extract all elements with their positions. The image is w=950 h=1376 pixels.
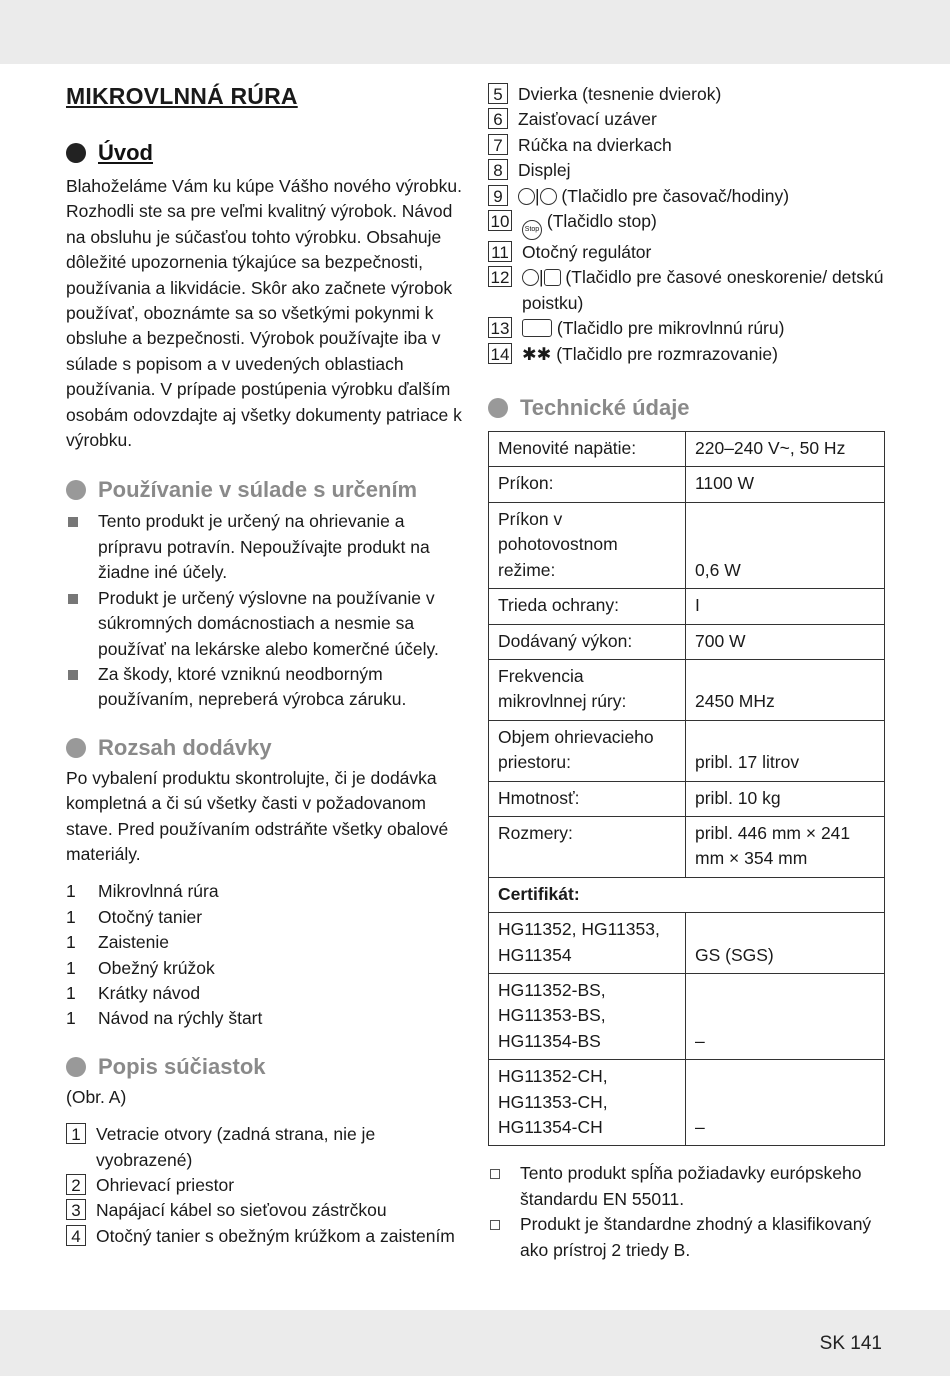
list-item: Produkt je štandardne zhodný a klasifikovaný ako prístroj 2 triedy B.	[488, 1212, 888, 1263]
part-item: 7 Rúčka na dvierkach	[488, 133, 888, 158]
delivery-heading: Rozsah dodávky	[98, 734, 272, 760]
parts-figure-ref: (Obr. A)	[66, 1086, 127, 1107]
table-row: HG11352-BS, HG11353-BS, HG11354-BS –	[489, 973, 885, 1059]
stop-icon: Stop	[522, 220, 542, 240]
delivery-text: Po vybalení produktu skontrolujte, či je dodávka kompletná a či sú všetky časti v požadovanom stave. Pred používaním odstráňte všetky obalové materiály.	[66, 767, 449, 864]
delay-timer-icon	[522, 269, 539, 286]
tech-heading: Technické údaje	[520, 395, 690, 421]
table-row: Objem ohrievacieho priestoru: pribl. 17 litrov	[489, 720, 885, 781]
table-row: HG11352, HG11353, HG11354 GS (SGS)	[489, 913, 885, 974]
bullet-dot-icon	[488, 398, 508, 418]
bullet-dot-icon	[66, 738, 86, 758]
part-item: 12 | (Tlačidlo pre časové oneskorenie/ detskú poistku)	[488, 265, 888, 316]
part-item: 4 Otočný tanier s obežným krúžkom a zaistením	[66, 1224, 464, 1249]
intended-use-list	[66, 509, 464, 712]
part-item: 3 Napájací kábel so sieťovou zástrčkou	[66, 1198, 464, 1223]
table-row: Rozmery: pribl. 446 mm × 241 mm × 354 mm	[489, 816, 885, 877]
tech-spec-table	[488, 431, 885, 1146]
table-row: HG11352-CH, HG11353-CH, HG11354-CH –	[489, 1060, 885, 1146]
section-tech-heading	[488, 393, 888, 423]
part-item: 5 Dvierka (tesnenie dvierok)	[488, 82, 888, 107]
table-row: Menovité napätie: 220–240 V~, 50 Hz	[489, 432, 885, 467]
bullet-dot-icon	[66, 143, 86, 163]
table-row: Dodávaný výkon: 700 W	[489, 624, 885, 659]
part-item: 6 Zaisťovací uzáver	[488, 107, 888, 132]
section-parts-heading	[66, 1052, 464, 1082]
list-item: Produkt je určený výslovne na používanie v súkromných domácnostiach a nesmie sa používať na lekárske alebo komerčné účely.	[66, 586, 464, 662]
list-item: 1 Zaistenie	[66, 932, 170, 953]
table-row: Frekvencia mikrovlnnej rúry: 2450 MHz	[489, 659, 885, 720]
part-item: 8 Displej	[488, 158, 888, 183]
section-intro-heading	[66, 138, 464, 168]
parts-list-right	[488, 82, 888, 367]
square-bullet-icon	[68, 670, 78, 680]
table-row: Trieda ochrany: I	[489, 589, 885, 624]
bullet-dot-icon	[66, 1057, 86, 1077]
bullet-dot-icon	[66, 480, 86, 500]
parts-list-left	[66, 1122, 464, 1249]
part-item: 9 | (Tlačidlo pre časovač/hodiny)	[488, 184, 888, 209]
list-item: 1 Obežný krúžok	[66, 957, 215, 978]
header-band	[0, 0, 950, 64]
checkbox-bullet-icon	[490, 1220, 500, 1230]
table-row: Príkon: 1100 W	[489, 467, 885, 502]
table-row: Certifikát:	[489, 877, 885, 912]
part-item: 2 Ohrievací priestor	[66, 1173, 464, 1198]
left-column	[66, 78, 464, 1249]
intro-heading: Úvod	[98, 140, 153, 165]
section-delivery-heading	[66, 733, 464, 763]
list-item: 1 Mikrovlnná rúra	[66, 881, 219, 902]
right-column	[488, 82, 888, 1263]
document-title: MIKROVLNNÁ RÚRA	[66, 83, 298, 109]
section-intended-use-heading	[66, 475, 464, 505]
part-item: 13 (Tlačidlo pre mikrovlnnú rúru)	[488, 316, 888, 341]
compliance-notes	[488, 1161, 888, 1263]
table-row: Hmotnosť: pribl. 10 kg	[489, 781, 885, 816]
alarm-clock-icon	[540, 188, 557, 205]
timer-icon	[518, 188, 535, 205]
parts-heading: Popis súčiastok	[98, 1053, 266, 1079]
part-item: 10 Stop (Tlačidlo stop)	[488, 209, 888, 240]
delivery-list	[66, 879, 464, 1031]
list-item: 1 Návod na rýchly štart	[66, 1008, 263, 1029]
defrost-icon: ✱✱	[522, 343, 552, 364]
list-item: Tento produkt spĺňa požiadavky európskeho štandardu EN 55011.	[488, 1161, 888, 1212]
intro-text: Blahoželáme Vám ku kúpe Vášho nového výrobku. Rozhodli ste sa pre veľmi kvalitný výrobok. Návod na obsluhu je súčasťou tohto výrobku. Obsahuje dôležité upozornenia týkajúce sa bezpečnosti, používania a likvidácie. Skôr ako začnete výrobok používať, oboznámte sa so všetkými pokynmi k obsluhe a bezpečnosti. Výrobok používajte iba v súlade s popisom a v uvedených oblastiach používania. V prípade postúpenia výrobku ďalším osobám odovzdajte aj všetky dokumenty patriace k výrobku.	[66, 176, 462, 451]
intended-use-heading: Používanie v súlade s určením	[98, 477, 418, 503]
microwave-icon	[522, 319, 552, 337]
list-item: Za škody, ktoré vzniknú neodborným používaním, nepreberá výrobca záruku.	[66, 662, 464, 713]
child-lock-icon	[544, 269, 561, 286]
part-item: 1 Vetracie otvory (zadná strana, nie je vyobrazené)	[66, 1122, 464, 1173]
page-number: SK 141	[819, 1333, 882, 1354]
square-bullet-icon	[68, 594, 78, 604]
part-item: 14 ✱✱ (Tlačidlo pre rozmrazovanie)	[488, 342, 888, 367]
part-item: 11 Otočný regulátor	[488, 240, 888, 265]
footer-band	[0, 1310, 950, 1376]
list-item: 1 Krátky návod	[66, 982, 201, 1003]
list-item: 1 Otočný tanier	[66, 906, 203, 927]
list-item: Tento produkt je určený na ohrievanie a prípravu potravín. Nepoužívajte produkt na žiadne iné účely.	[66, 509, 464, 585]
checkbox-bullet-icon	[490, 1169, 500, 1179]
square-bullet-icon	[68, 517, 78, 527]
table-row: Príkon v pohotovostnom režime: 0,6 W	[489, 502, 885, 588]
